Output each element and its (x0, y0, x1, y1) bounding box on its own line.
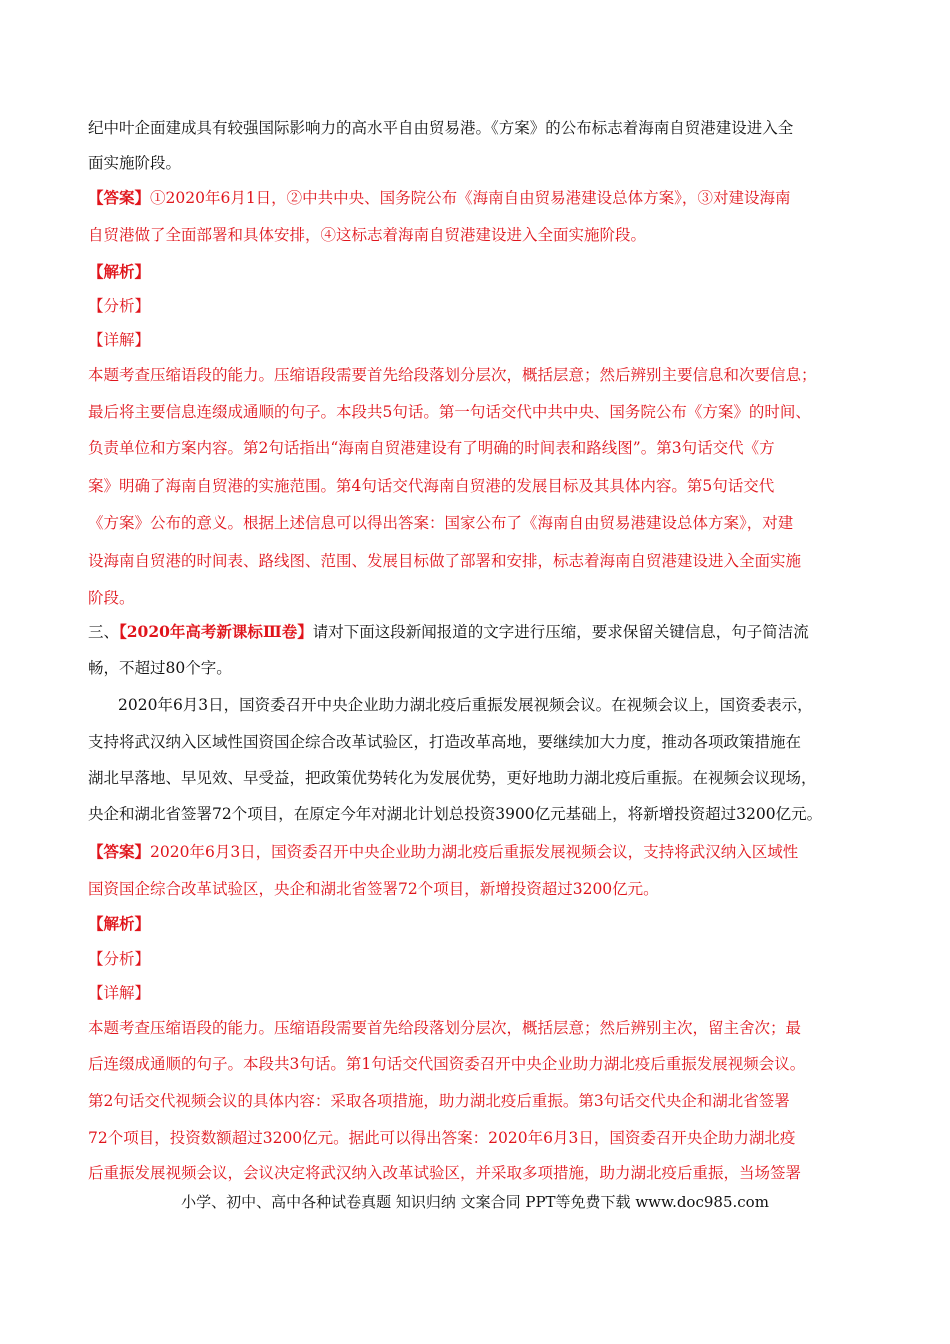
text-line (88, 1163, 801, 1183)
line-text: 阶段。 (88, 589, 135, 607)
line-text: 畅，不超过80个字。 (88, 659, 232, 677)
line-prefix: 【答案】 (88, 842, 151, 861)
text-line (88, 262, 150, 282)
line-text: 后连缀成通顺的句子。本段共3句话。第1句话交代国资委召开中央企业助力湖北疫后重振发展视频会议。 (88, 1055, 806, 1073)
text-line (118, 695, 813, 715)
line-text: 第2句话交代视频会议的具体内容：采取各项措施，助力湖北疫后重振。第3句话交代央企和湖北省签署 (88, 1092, 790, 1110)
line-text: 【详解】 (88, 331, 151, 349)
line-text: 【分析】 (88, 297, 151, 315)
line-text: 2020年6月3日，国资委召开中央企业助力湖北疫后重振发展视频会议。在视频会议上，国资委表示， (118, 696, 813, 714)
text-line (88, 768, 817, 788)
text-line (88, 118, 793, 138)
line-text: 请对下面这段新闻报道的文字进行压缩，要求保留关键信息，句子简洁流 (312, 623, 809, 641)
exam-source-tag: 【2020年高考新课标Ⅲ卷】 (119, 622, 313, 641)
text-line (88, 658, 232, 678)
text-line (88, 551, 801, 571)
text-line (88, 914, 150, 934)
text-line (88, 1091, 790, 1111)
text-line (88, 296, 150, 316)
line-text: 自贸港做了全面部署和具体安排，④这标志着海南自贸港建设进入全面实施阶段。 (88, 226, 647, 244)
line-text: 【分析】 (88, 950, 151, 968)
line-text: 案》明确了海南自贸港的实施范围。第4句话交代海南自贸港的发展目标及其具体内容。第5句话交代 (88, 477, 775, 495)
text-line (88, 438, 775, 458)
line-text: 【解析】 (88, 262, 151, 281)
line-text: 设海南自贸港的时间表、路线图、范围、发展目标做了部署和安排，标志着海南自贸港建设进入全面实施 (88, 552, 802, 570)
text-line (88, 188, 790, 208)
line-prefix: 三、 (88, 623, 120, 641)
line-text: 国资国企综合改革试验区，央企和湖北省签署72个项目，新增投资超过3200亿元。 (88, 880, 659, 898)
line-text: 纪中叶企面建成具有较强国际影响力的高水平自由贸易港。《方案》的公布标志着海南自贸港建设进入全 (88, 119, 794, 137)
line-text: 后重振发展视频会议，会议决定将武汉纳入改革试验区，并采取多项措施，助力湖北疫后重振，当场签署 (88, 1164, 802, 1182)
line-text: 最后将主要信息连缀成通顺的句子。本段共5句话。第一句话交代中共中央、国务院公布《方案》的时间、 (88, 403, 811, 421)
text-line (88, 402, 811, 422)
text-line (88, 879, 659, 899)
text-line (88, 983, 150, 1003)
text-line (88, 804, 822, 824)
line-text: 本题考查压缩语段的能力。压缩语段需要首先给段落划分层次，概括层意；然后辨别主次，留主舍次；最 (88, 1019, 802, 1037)
text-line (88, 949, 150, 969)
text-line (88, 1018, 801, 1038)
line-text: 支持将武汉纳入区域性国资国企综合改革试验区，打造改革高地，要继续加大力度，推动各项政策措施在 (88, 733, 802, 751)
line-text: 湖北早落地、早见效、早受益，把政策优势转化为发展优势，更好地助力湖北疫后重振。在视频会议现场， (88, 769, 817, 787)
line-text: 【详解】 (88, 984, 151, 1002)
line-text: 72个项目，投资数额超过3200亿元。据此可以得出答案：2020年6月3日，国资委召开央企助力湖北疫 (88, 1129, 796, 1147)
text-line (88, 622, 809, 642)
text-line (88, 513, 793, 533)
text-line (88, 1054, 805, 1074)
text-line (88, 1128, 795, 1148)
page-footer: 小学、初中、高中各种试卷真题 知识归纳 文案合同 PPT等免费下载 www.doc985.com (181, 1193, 769, 1211)
text-line (88, 330, 150, 350)
text-line (88, 732, 801, 752)
text-line (88, 476, 774, 496)
line-prefix: 【答案】 (88, 188, 151, 207)
line-text: 央企和湖北省签署72个项目，在原定今年对湖北计划总投资3900亿元基础上，将新增投资超过3200亿元。 (88, 805, 823, 823)
line-text: 【解析】 (88, 914, 151, 933)
text-line (88, 153, 181, 173)
line-text: 《方案》公布的意义。根据上述信息可以得出答案：国家公布了《海南自由贸易港建设总体方案》，对建 (88, 514, 794, 532)
text-line (88, 842, 798, 862)
text-line (88, 225, 646, 245)
line-text: 面实施阶段。 (88, 154, 182, 172)
text-line (88, 588, 135, 608)
text-line (88, 365, 817, 385)
line-text: ①2020年6月1日，②中共中央、国务院公布《海南自由贸易港建设总体方案》，③对建设海南 (150, 189, 791, 207)
line-text: 2020年6月3日，国资委召开中央企业助力湖北疫后重振发展视频会议，支持将武汉纳入区域性 (150, 843, 799, 861)
line-text: 负责单位和方案内容。第2句话指出“海南自贸港建设有了明确的时间表和路线图”。第3句话交代《方 (88, 439, 775, 457)
line-text: 本题考查压缩语段的能力。压缩语段需要首先给段落划分层次，概括层意；然后辨别主要信息和次要信息； (88, 366, 817, 384)
